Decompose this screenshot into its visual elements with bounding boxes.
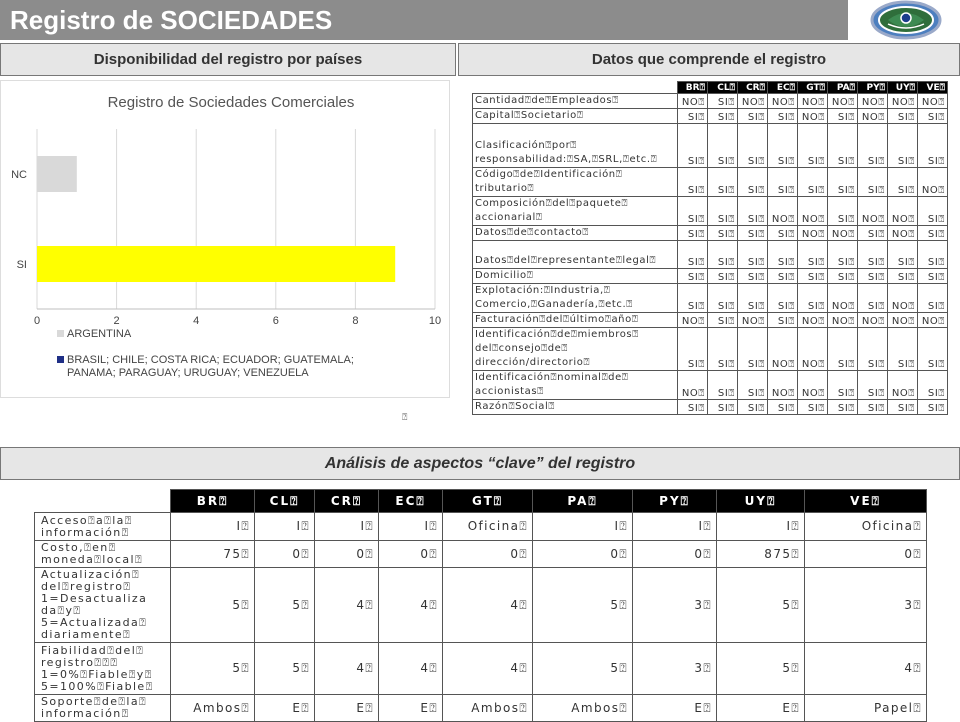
table-cell: SI⍰ <box>678 124 708 168</box>
section-header-data-included: Datos que comprende el registro <box>458 43 960 76</box>
table-cell: SI⍰ <box>768 313 798 328</box>
table-cell: SI⍰ <box>678 284 708 313</box>
table-cell: 0⍰ <box>805 541 927 568</box>
table-cell: SI⍰ <box>738 124 768 168</box>
table-cell: SI⍰ <box>738 226 768 241</box>
chart-panel <box>0 80 450 398</box>
table-cell: Oficina⍰ <box>805 513 927 541</box>
table-cell: Ambos⍰ <box>533 695 633 722</box>
table-row <box>473 241 948 269</box>
table-cell: SI⍰ <box>708 94 738 109</box>
x-tick-label: 2 <box>113 315 120 327</box>
table-cell: E⍰ <box>315 695 379 722</box>
table-cell: SI⍰ <box>678 328 708 371</box>
row-label: Identificación⍰de⍰miembros⍰ del⍰consejo⍰de⍰ dirección/directorio⍰ <box>473 328 678 371</box>
table-cell: SI⍰ <box>858 269 888 284</box>
table-cell: 4⍰ <box>379 643 443 695</box>
table-row <box>473 197 948 226</box>
row-label: Datos⍰de⍰contacto⍰ <box>473 226 678 241</box>
column-header-3: EC⍰ <box>379 490 443 513</box>
table-cell: SI⍰ <box>828 371 858 400</box>
table-cell: SI⍰ <box>708 109 738 124</box>
table-cell: SI⍰ <box>858 284 888 313</box>
table-cell: NO⍰ <box>888 371 918 400</box>
table-cell: SI⍰ <box>708 269 738 284</box>
row-label: Composición⍰del⍰paquete⍰ accionarial⍰ <box>473 197 678 226</box>
legend-label: BRASIL; CHILE; COSTA RICA; ECUADOR; GUATEMALA; <box>67 354 354 366</box>
logo <box>848 0 960 40</box>
table-row <box>473 371 948 400</box>
table-cell: 3⍰ <box>633 643 717 695</box>
table-cell: SI⍰ <box>678 109 708 124</box>
table-cell: SI⍰ <box>708 226 738 241</box>
column-header-4: GT⍰ <box>443 490 533 513</box>
row-label: Soporte⍰de⍰la⍰ información⍰ <box>35 695 171 722</box>
row-label: Identificación⍰nominal⍰de⍰ accionistas⍰ <box>473 371 678 400</box>
table-cell: NO⍰ <box>768 371 798 400</box>
table-cell: NO⍰ <box>678 94 708 109</box>
table-cell: SI⍰ <box>678 269 708 284</box>
table-cell: SI⍰ <box>888 109 918 124</box>
table-cell: NO⍰ <box>678 313 708 328</box>
table-row <box>473 313 948 328</box>
table-cell: SI⍰ <box>888 241 918 269</box>
table-row <box>473 226 948 241</box>
table-cell: 5⍰ <box>255 568 315 643</box>
table-cell: SI⍰ <box>918 226 948 241</box>
legend-label: ARGENTINA <box>67 328 132 340</box>
table-cell: SI⍰ <box>828 400 858 415</box>
table-cell: NO⍰ <box>858 313 888 328</box>
table-cell: SI⍰ <box>828 269 858 284</box>
table-cell: 0⍰ <box>255 541 315 568</box>
row-label: Actualización⍰ del⍰registro⍰ 1=Desactualiza da⍰y⍰ 5=Actualizada⍰ diariamente⍰ <box>35 568 171 643</box>
table-cell: SI⍰ <box>738 197 768 226</box>
table-cell: SI⍰ <box>708 197 738 226</box>
x-tick-label: 0 <box>33 315 41 327</box>
table-cell: SI⍰ <box>798 241 828 269</box>
table-cell: 3⍰ <box>805 568 927 643</box>
shield-emblem-icon <box>848 0 960 40</box>
table-row <box>35 513 927 541</box>
table-row <box>35 568 927 643</box>
table-cell: I⍰ <box>533 513 633 541</box>
table-cell: SI⍰ <box>708 328 738 371</box>
table-cell: E⍰ <box>717 695 805 722</box>
table-cell: SI⍰ <box>768 241 798 269</box>
table-cell: SI⍰ <box>918 371 948 400</box>
table-cell: SI⍰ <box>768 284 798 313</box>
bar <box>37 246 395 282</box>
row-label: Razón⍰Social⍰ <box>473 400 678 415</box>
table-cell: NO⍰ <box>888 313 918 328</box>
column-header-5: PA⍰ <box>533 490 633 513</box>
table-cell: SI⍰ <box>828 241 858 269</box>
table-row <box>473 109 948 124</box>
table-cell: NO⍰ <box>828 226 858 241</box>
table-cell: NO⍰ <box>738 313 768 328</box>
table-cell: SI⍰ <box>738 241 768 269</box>
column-header-2: CR⍰ <box>738 82 768 94</box>
table-cell: SI⍰ <box>708 124 738 168</box>
column-header-7: UY⍰ <box>888 82 918 94</box>
table-cell: NO⍰ <box>798 371 828 400</box>
table-cell: SI⍰ <box>858 371 888 400</box>
table-row <box>473 94 948 109</box>
table-cell: SI⍰ <box>798 284 828 313</box>
table-cell: 4⍰ <box>315 568 379 643</box>
table-cell: 4⍰ <box>443 643 533 695</box>
key-aspects-table <box>34 489 927 722</box>
table-cell: SI⍰ <box>798 269 828 284</box>
page-title: Registro de SOCIEDADES <box>10 5 333 35</box>
table-cell: I⍰ <box>315 513 379 541</box>
table-cell: I⍰ <box>717 513 805 541</box>
table-cell: Oficina⍰ <box>443 513 533 541</box>
table-cell: SI⍰ <box>858 400 888 415</box>
column-header-8: VE⍰ <box>805 490 927 513</box>
column-header-3: EC⍰ <box>768 82 798 94</box>
table-cell: SI⍰ <box>918 109 948 124</box>
x-tick-label: 8 <box>352 315 359 327</box>
table-cell: SI⍰ <box>858 168 888 197</box>
data-included-table <box>472 81 948 415</box>
table-cell: SI⍰ <box>918 241 948 269</box>
table-cell: SI⍰ <box>888 168 918 197</box>
table-cell: E⍰ <box>379 695 443 722</box>
table-cell: SI⍰ <box>858 124 888 168</box>
table-cell: NO⍰ <box>798 313 828 328</box>
x-tick-label: 10 <box>428 315 442 327</box>
table-cell: I⍰ <box>379 513 443 541</box>
table-cell: NO⍰ <box>918 313 948 328</box>
table-cell: I⍰ <box>633 513 717 541</box>
row-label: Facturación⍰del⍰último⍰año⍰ <box>473 313 678 328</box>
table-cell: SI⍰ <box>918 284 948 313</box>
table-cell: NO⍰ <box>918 168 948 197</box>
legend-swatch <box>57 356 64 363</box>
y-tick-label: SI <box>16 259 27 271</box>
table-cell: NO⍰ <box>738 94 768 109</box>
column-header-4: GT⍰ <box>798 82 828 94</box>
table-cell: SI⍰ <box>678 226 708 241</box>
table-cell: I⍰ <box>171 513 255 541</box>
table-cell: SI⍰ <box>888 328 918 371</box>
table-cell: SI⍰ <box>768 269 798 284</box>
table-cell: SI⍰ <box>708 284 738 313</box>
column-header-2: CR⍰ <box>315 490 379 513</box>
table-cell: NO⍰ <box>798 94 828 109</box>
table-row <box>473 400 948 415</box>
table-cell: SI⍰ <box>678 241 708 269</box>
table-cell: NO⍰ <box>858 109 888 124</box>
table-cell: 3⍰ <box>633 568 717 643</box>
table-cell: SI⍰ <box>918 328 948 371</box>
table-cell: 4⍰ <box>443 568 533 643</box>
table-cell: NO⍰ <box>828 284 858 313</box>
table-cell: 4⍰ <box>315 643 379 695</box>
bar <box>37 156 77 192</box>
table-cell: SI⍰ <box>738 400 768 415</box>
table-row <box>473 124 948 168</box>
table-row <box>35 541 927 568</box>
table-cell: NO⍰ <box>888 197 918 226</box>
table-cell: NO⍰ <box>888 226 918 241</box>
table-cell: SI⍰ <box>708 400 738 415</box>
table-cell: 5⍰ <box>533 568 633 643</box>
table-cell: 0⍰ <box>443 541 533 568</box>
table-cell: NO⍰ <box>798 197 828 226</box>
y-tick-label: NC <box>11 169 27 181</box>
table-cell: Ambos⍰ <box>171 695 255 722</box>
table-cell: SI⍰ <box>738 109 768 124</box>
table-cell: SI⍰ <box>858 241 888 269</box>
row-label: Datos⍰del⍰representante⍰legal⍰ <box>473 241 678 269</box>
table-cell: NO⍰ <box>858 94 888 109</box>
table-cell: I⍰ <box>255 513 315 541</box>
table-cell: 875⍰ <box>717 541 805 568</box>
table-cell: NO⍰ <box>828 313 858 328</box>
table-cell: SI⍰ <box>768 168 798 197</box>
table-cell: NO⍰ <box>768 94 798 109</box>
table-cell: 5⍰ <box>717 568 805 643</box>
table-cell: SI⍰ <box>918 124 948 168</box>
table-cell: SI⍰ <box>918 269 948 284</box>
legend-label-continued: PANAMA; PARAGUAY; URUGUAY; VENEZUELA <box>67 367 309 379</box>
table-cell: SI⍰ <box>738 168 768 197</box>
table-cell: Papel⍰ <box>805 695 927 722</box>
table-cell: 0⍰ <box>315 541 379 568</box>
table-cell: 4⍰ <box>379 568 443 643</box>
table-cell: 0⍰ <box>633 541 717 568</box>
table-cell: E⍰ <box>255 695 315 722</box>
row-label: Cantidad⍰de⍰Empleados⍰ <box>473 94 678 109</box>
table-cell: NO⍰ <box>888 94 918 109</box>
table-cell: 5⍰ <box>255 643 315 695</box>
column-header-0: BR⍰ <box>171 490 255 513</box>
table-cell: NO⍰ <box>798 109 828 124</box>
table-row <box>35 695 927 722</box>
row-label: Costo,⍰en⍰ moneda⍰local⍰ <box>35 541 171 568</box>
table-cell: 4⍰ <box>805 643 927 695</box>
table-cell: NO⍰ <box>798 226 828 241</box>
column-header-8: VE⍰ <box>918 82 948 94</box>
table-row <box>473 269 948 284</box>
table-cell: NO⍰ <box>858 197 888 226</box>
table-cell: SI⍰ <box>708 313 738 328</box>
table-cell: 75⍰ <box>171 541 255 568</box>
table-row <box>35 643 927 695</box>
table-cell: SI⍰ <box>678 197 708 226</box>
table-cell: SI⍰ <box>678 168 708 197</box>
table-cell: 0⍰ <box>533 541 633 568</box>
footnote-glyph: ⍰ <box>402 412 408 422</box>
table-row <box>473 284 948 313</box>
table-cell: SI⍰ <box>828 328 858 371</box>
table-cell: 5⍰ <box>533 643 633 695</box>
table-cell: SI⍰ <box>858 328 888 371</box>
row-label: Domicilio⍰ <box>473 269 678 284</box>
table-cell: NO⍰ <box>768 328 798 371</box>
table-cell: NO⍰ <box>828 94 858 109</box>
column-header-0: BR⍰ <box>678 82 708 94</box>
table-cell: NO⍰ <box>798 328 828 371</box>
table-cell: NO⍰ <box>768 197 798 226</box>
table-cell: SI⍰ <box>768 226 798 241</box>
column-header-1: CL⍰ <box>708 82 738 94</box>
table-cell: NO⍰ <box>918 94 948 109</box>
table-cell: SI⍰ <box>828 124 858 168</box>
table-cell: SI⍰ <box>828 109 858 124</box>
table-corner <box>35 490 171 513</box>
section-header-availability: Disponibilidad del registro por países <box>0 43 456 76</box>
table-cell: SI⍰ <box>678 400 708 415</box>
table-cell: SI⍰ <box>828 197 858 226</box>
table-cell: SI⍰ <box>708 241 738 269</box>
table-corner <box>473 82 678 94</box>
table-cell: NO⍰ <box>888 284 918 313</box>
table-cell: 0⍰ <box>379 541 443 568</box>
table-cell: SI⍰ <box>738 328 768 371</box>
row-label: Clasificación⍰por⍰ responsabilidad:⍰SA,⍰SRL,⍰etc.⍰ <box>473 124 678 168</box>
table-cell: SI⍰ <box>888 124 918 168</box>
table-cell: SI⍰ <box>798 124 828 168</box>
section-header-key-aspects: Análisis de aspectos “clave” del registro <box>0 447 960 480</box>
table-cell: 5⍰ <box>171 568 255 643</box>
table-cell: NO⍰ <box>678 371 708 400</box>
column-header-1: CL⍰ <box>255 490 315 513</box>
table-cell: SI⍰ <box>738 371 768 400</box>
column-header-7: UY⍰ <box>717 490 805 513</box>
table-cell: SI⍰ <box>918 400 948 415</box>
row-label: Código⍰de⍰Identificación⍰ tributario⍰ <box>473 168 678 197</box>
table-cell: SI⍰ <box>888 269 918 284</box>
row-label: Acceso⍰a⍰la⍰ información⍰ <box>35 513 171 541</box>
table-row <box>473 168 948 197</box>
table-cell: SI⍰ <box>828 168 858 197</box>
table-cell: E⍰ <box>633 695 717 722</box>
table-cell: Ambos⍰ <box>443 695 533 722</box>
table-cell: SI⍰ <box>708 168 738 197</box>
legend-swatch <box>57 330 64 337</box>
row-label: Explotación:⍰Industria,⍰ Comercio,⍰Ganadería,⍰etc.⍰ <box>473 284 678 313</box>
table-cell: SI⍰ <box>798 168 828 197</box>
table-cell: SI⍰ <box>798 400 828 415</box>
x-tick-label: 6 <box>272 315 279 327</box>
table-cell: 5⍰ <box>717 643 805 695</box>
row-label: Capital⍰Societario⍰ <box>473 109 678 124</box>
column-header-6: PY⍰ <box>858 82 888 94</box>
table-cell: SI⍰ <box>858 226 888 241</box>
table-cell: SI⍰ <box>708 371 738 400</box>
chart-title: Registro de Sociedades Comerciales <box>107 94 355 111</box>
table-cell: 5⍰ <box>171 643 255 695</box>
title-bar <box>0 0 848 40</box>
table-cell: SI⍰ <box>738 284 768 313</box>
column-header-6: PY⍰ <box>633 490 717 513</box>
column-header-5: PA⍰ <box>828 82 858 94</box>
table-cell: SI⍰ <box>768 109 798 124</box>
bar-chart <box>1 81 451 399</box>
table-row <box>473 328 948 371</box>
table-cell: SI⍰ <box>768 124 798 168</box>
table-cell: SI⍰ <box>738 269 768 284</box>
table-cell: SI⍰ <box>918 197 948 226</box>
x-tick-label: 4 <box>193 315 200 327</box>
table-cell: SI⍰ <box>888 400 918 415</box>
row-label: Fiabilidad⍰del⍰ registro⍰⍰⍰ 1=0%⍰Fiable⍰y⍰ 5=100%⍰Fiable⍰ <box>35 643 171 695</box>
table-cell: SI⍰ <box>768 400 798 415</box>
